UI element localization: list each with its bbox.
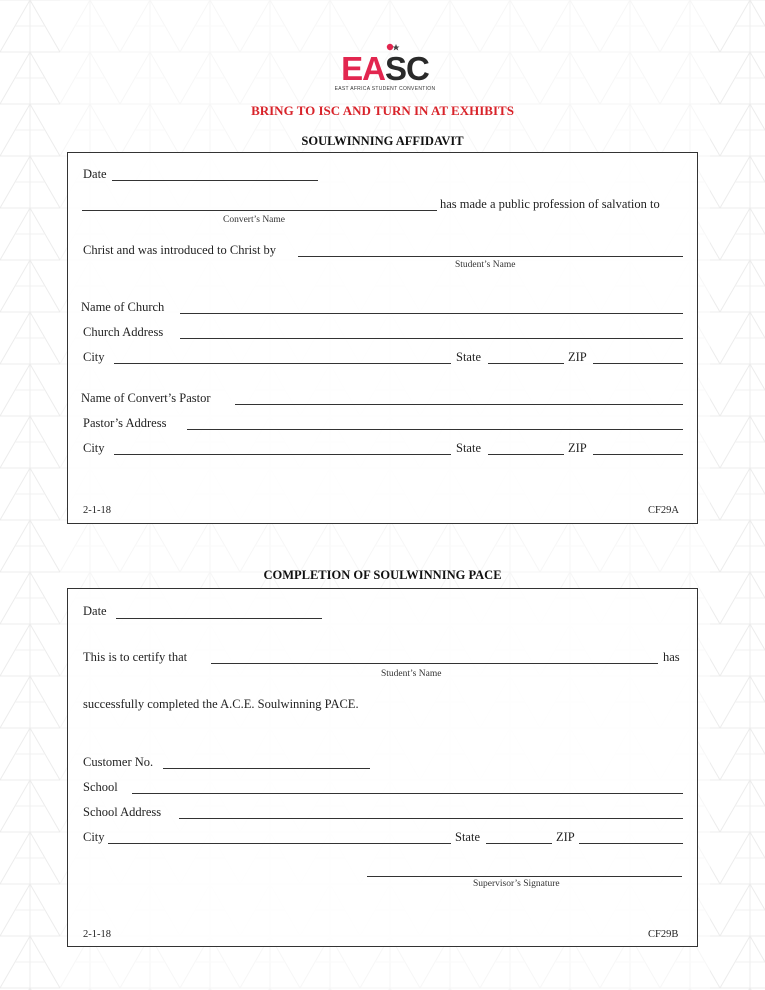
logo-sc: SC bbox=[385, 50, 429, 87]
completion-date-label: Date bbox=[83, 604, 107, 618]
customer-no-label: Customer No. bbox=[83, 755, 154, 769]
school-label: School bbox=[83, 780, 118, 794]
church-name-field[interactable] bbox=[180, 313, 683, 314]
customer-no-field[interactable] bbox=[163, 768, 370, 769]
pastor-city-field[interactable] bbox=[114, 454, 451, 455]
school-city-field[interactable] bbox=[108, 843, 451, 844]
affidavit-date-label: Date bbox=[83, 167, 107, 181]
church-city-label: City bbox=[83, 350, 105, 364]
completed-text: successfully completed the A.C.E. Soulwinning PACE. bbox=[83, 697, 359, 711]
completion-form bbox=[67, 588, 698, 947]
school-city-label: City bbox=[83, 830, 105, 844]
completion-date-field[interactable] bbox=[116, 618, 322, 619]
student-name-field[interactable] bbox=[298, 256, 683, 257]
certify-text: This is to certify that bbox=[83, 650, 188, 664]
logo-subtitle: EAST AFRICA STUDENT CONVENTION bbox=[334, 86, 436, 92]
pastor-state-label: State bbox=[456, 441, 481, 455]
school-zip-field[interactable] bbox=[579, 843, 683, 844]
exhibit-instruction: BRING TO ISC AND TURN IN AT EXHIBITS bbox=[251, 103, 514, 118]
church-zip-label: ZIP bbox=[568, 350, 587, 364]
affidavit-form-code: CF29A bbox=[648, 505, 679, 516]
church-state-field[interactable] bbox=[488, 363, 564, 364]
school-state-label: State bbox=[455, 830, 480, 844]
pastor-address-label: Pastor’s Address bbox=[83, 416, 167, 430]
supervisor-signature-caption: Supervisor’s Signature bbox=[473, 879, 560, 889]
school-address-label: School Address bbox=[83, 805, 162, 819]
church-city-field[interactable] bbox=[114, 363, 451, 364]
school-state-field[interactable] bbox=[486, 843, 552, 844]
school-address-field[interactable] bbox=[179, 818, 683, 819]
completion-date-code: 2-1-18 bbox=[83, 929, 111, 940]
affidavit-title: SOULWINNING AFFIDAVIT bbox=[301, 134, 464, 148]
completion-student-name-caption: Student’s Name bbox=[381, 669, 442, 679]
church-address-label: Church Address bbox=[83, 325, 164, 339]
pastor-zip-field[interactable] bbox=[593, 454, 683, 455]
affidavit-date-field[interactable] bbox=[112, 180, 318, 181]
pastor-name-field[interactable] bbox=[235, 404, 683, 405]
affidavit-date-code: 2-1-18 bbox=[83, 505, 111, 516]
introduced-text: Christ and was introduced to Christ by bbox=[83, 243, 277, 257]
pastor-state-field[interactable] bbox=[488, 454, 564, 455]
church-address-field[interactable] bbox=[180, 338, 683, 339]
convert-name-field[interactable] bbox=[82, 210, 437, 211]
has-text: has bbox=[663, 650, 680, 664]
completion-student-name-field[interactable] bbox=[211, 663, 658, 664]
pastor-address-field[interactable] bbox=[187, 429, 683, 430]
easc-logo bbox=[330, 42, 440, 94]
church-zip-field[interactable] bbox=[593, 363, 683, 364]
completion-form-code: CF29B bbox=[648, 929, 679, 940]
pastor-name-label: Name of Convert’s Pastor bbox=[81, 391, 211, 405]
student-name-caption: Student’s Name bbox=[455, 260, 516, 270]
pastor-zip-label: ZIP bbox=[568, 441, 587, 455]
convert-name-caption: Convert’s Name bbox=[223, 215, 286, 225]
pastor-city-label: City bbox=[83, 441, 105, 455]
church-name-label: Name of Church bbox=[81, 300, 165, 314]
supervisor-signature-field[interactable] bbox=[367, 876, 682, 877]
completion-title: COMPLETION OF SOULWINNING PACE bbox=[263, 568, 502, 582]
profession-text: has made a public profession of salvation to bbox=[440, 197, 660, 211]
logo-ea: EA bbox=[341, 50, 385, 87]
school-field[interactable] bbox=[132, 793, 683, 794]
school-zip-label: ZIP bbox=[556, 830, 575, 844]
church-state-label: State bbox=[456, 350, 481, 364]
